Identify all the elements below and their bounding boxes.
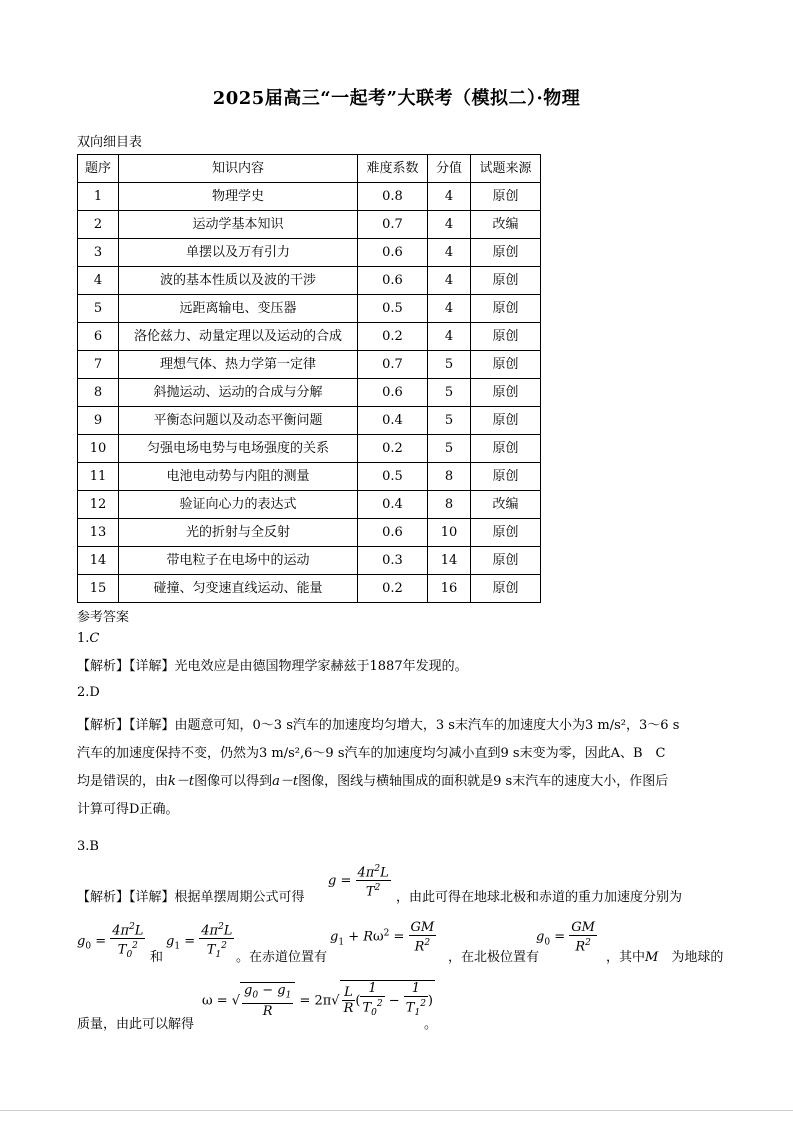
q2-math: a－t [272, 774, 299, 789]
table-cell: 5 [428, 407, 471, 435]
q2-text: 由题意可知， [174, 718, 253, 733]
table-row [78, 519, 541, 547]
q2-text: 汽车的加速度均匀增大， [292, 718, 436, 733]
header-cell: 难度系数 [358, 155, 428, 183]
table-cell: 6 [78, 323, 119, 351]
q3-pole-text: ，在北极位置有 [448, 950, 540, 965]
table-cell: 洛伦兹力、动量定理以及运动的合成 [119, 323, 358, 351]
q2-text: 均是错误的，由 [77, 774, 169, 789]
table-row [78, 323, 541, 351]
table-cell: 0.6 [358, 267, 428, 295]
table-cell: 0.7 [358, 351, 428, 379]
q2-text: 计算可得 [77, 802, 130, 817]
q3-text: 为地球的 [671, 950, 724, 965]
table-cell: 2 [78, 211, 119, 239]
table-cell: 10 [428, 519, 471, 547]
q1-explanation [77, 656, 727, 677]
q3-and: 和 [150, 950, 164, 965]
table-cell: 改编 [471, 211, 541, 239]
table-cell: 原创 [471, 295, 541, 323]
table-cell: 0.4 [358, 491, 428, 519]
q2-math: 3 m/s² [585, 718, 626, 733]
q2-math: 3～6 s [639, 718, 680, 733]
table-cell: 15 [78, 575, 119, 603]
q3-where [606, 947, 736, 968]
pole-formula: $g_0$ = $\frac{GM}{R^2}$ [536, 920, 595, 955]
header-cell: 试题来源 [471, 155, 541, 183]
q1-choice: C [89, 631, 100, 646]
q1-tag: 【解析】【详解】 [77, 659, 175, 674]
q3-tag: 【解析】【详解】 [77, 890, 175, 905]
table-cell: 0.5 [358, 295, 428, 323]
table-cell: 平衡态问题以及动态平衡问题 [119, 407, 358, 435]
table-cell: 波的基本性质以及波的干涉 [119, 267, 358, 295]
table-cell: 0.4 [358, 407, 428, 435]
table-cell: 11 [78, 463, 119, 491]
header-cell: 分值 [428, 155, 471, 183]
q3-equator-text: 。在赤道位置有 [236, 950, 328, 965]
table-cell: 原创 [471, 463, 541, 491]
table-cell: 4 [428, 267, 471, 295]
table-cell: 原创 [471, 407, 541, 435]
table-row [78, 435, 541, 463]
table-cell: 匀强电场电势与电场强度的关系 [119, 435, 358, 463]
table-cell: 0.7 [358, 211, 428, 239]
table-cell: 4 [78, 267, 119, 295]
table-cell: 物理学史 [119, 183, 358, 211]
q1-answer [77, 628, 727, 649]
q2-math: 9 s [500, 746, 520, 761]
table-cell: 1 [78, 183, 119, 211]
q2-text: 末汽车的速度大小，作图后 [512, 774, 669, 789]
q2-tag: 【解析】【详解】 [77, 718, 175, 733]
table-cell: 光的折射与全反射 [119, 519, 358, 547]
table-row [78, 379, 541, 407]
table-cell: 斜抛运动、运动的合成与分解 [119, 379, 358, 407]
table-row [78, 463, 541, 491]
table-cell: 原创 [471, 575, 541, 603]
table-cell: 原创 [471, 435, 541, 463]
table-cell: 10 [78, 435, 119, 463]
table-cell: 4 [428, 323, 471, 351]
table-cell: 远距离输电、变压器 [119, 295, 358, 323]
table-cell: 0.6 [358, 239, 428, 267]
table-cell: 电池电动势与内阻的测量 [119, 463, 358, 491]
table-cell: 0.5 [358, 463, 428, 491]
table-row [78, 575, 541, 603]
table-row [78, 491, 541, 519]
table-cell: 7 [78, 351, 119, 379]
table-cell: 8 [78, 379, 119, 407]
table-cell: 8 [428, 491, 471, 519]
g0-formula: $g_0$ = $\frac{4\pi^2L}{T_0^2}$ [77, 922, 144, 961]
q2-math: D [129, 802, 140, 817]
table-row [78, 407, 541, 435]
q2-text: 末变为零，因此A、B C [519, 746, 666, 761]
table-cell: 5 [428, 351, 471, 379]
table-cell: 0.6 [358, 379, 428, 407]
table-row [78, 239, 541, 267]
table-cell: 4 [428, 295, 471, 323]
table-cell: 理想气体、热力学第一定律 [119, 351, 358, 379]
table-cell: 0.3 [358, 547, 428, 575]
table-cell: 4 [428, 211, 471, 239]
table-cell: 带电粒子在电场中的运动 [119, 547, 358, 575]
table-cell: 9 [78, 407, 119, 435]
q2-math: 3 s [435, 718, 455, 733]
q2-answer: 2.D [77, 685, 100, 700]
table-cell: 0.2 [358, 575, 428, 603]
q3-text: 根据单摆周期公式可得 [174, 890, 305, 905]
table-cell: 5 [428, 379, 471, 407]
table-cell: 12 [78, 491, 119, 519]
q1-text: 光电效应是由德国物理学家赫兹于1887年发现的。 [174, 659, 468, 674]
q2-text: 末汽车的加速度大小为 [454, 718, 585, 733]
page-bottom-rule [0, 1110, 793, 1111]
table-cell: 5 [78, 295, 119, 323]
q3-answer: 3.B [77, 839, 99, 854]
equator-formula: $g_1 + R\omega^2$ = $\frac{GM}{R^2}$ [330, 920, 435, 955]
table-cell: 单摆以及万有引力 [119, 239, 358, 267]
table-cell: 碰撞、匀变速直线运动、能量 [119, 575, 358, 603]
table-cell: 验证向心力的表达式 [119, 491, 358, 519]
table-cell: 0.6 [358, 519, 428, 547]
table-cell: 8 [428, 463, 471, 491]
pendulum-formula: g = $\frac{4\pi^2L}{T^2}$ [328, 864, 389, 900]
q3-text-cont: ，由此可得在地球北极和赤道的重力加速度分别为 [396, 890, 683, 905]
q2-math: k－t [168, 774, 195, 789]
q2-math: 9 s [493, 774, 513, 789]
spec-table [77, 154, 541, 603]
table-cell: 0.8 [358, 183, 428, 211]
q3-math: M [645, 950, 659, 965]
table-cell: 4 [428, 239, 471, 267]
table-row [78, 183, 541, 211]
q2-text: 正确。 [139, 802, 179, 817]
header-cell: 知识内容 [119, 155, 358, 183]
q2-math: 3 m/s²,6～9 s [259, 746, 345, 761]
omega-formula: ω = √ $\frac{g_0 - g_1}{R}$ = 2π√ $\frac{L}{R}$ ( $\frac{1}{T_0^2}$ − $\frac{1}{T_1^2}$ ) [202, 981, 433, 1020]
table-row [78, 267, 541, 295]
table-caption: 双向细目表 [77, 135, 143, 150]
q3-solve-text: 质量，由此可以解得 [77, 1017, 195, 1032]
table-cell: 原创 [471, 183, 541, 211]
q3-text: ，其中 [606, 950, 646, 965]
table-cell: 原创 [471, 379, 541, 407]
q2-math: 0～3 s [252, 718, 293, 733]
q2-explanation [77, 712, 737, 824]
table-cell: 运动学基本知识 [119, 211, 358, 239]
table-cell: 5 [428, 435, 471, 463]
q3-end: 。 [424, 1017, 438, 1032]
table-cell: 0.2 [358, 435, 428, 463]
table-cell: 13 [78, 519, 119, 547]
header-cell: 题序 [78, 155, 119, 183]
q2-text: 图像可以得到 [194, 774, 273, 789]
g1-formula: $g_1$ = $\frac{4\pi^2L}{T_1^2}$ [166, 922, 233, 961]
table-cell: 原创 [471, 547, 541, 575]
table-cell: 16 [428, 575, 471, 603]
q2-text: 图像，图线与横轴围成的面积就是 [298, 774, 494, 789]
table-row [78, 211, 541, 239]
table-row [78, 295, 541, 323]
table-cell: 0.2 [358, 323, 428, 351]
answers-heading: 参考答案 [77, 610, 130, 625]
table-cell: 原创 [471, 519, 541, 547]
table-cell: 原创 [471, 239, 541, 267]
table-cell: 原创 [471, 267, 541, 295]
q2-text: 汽车的加速度保持不变，仍然为 [77, 746, 260, 761]
table-cell: 4 [428, 183, 471, 211]
page-title: 2025届高三“一起考”大联考（模拟二）·物理 [212, 88, 581, 109]
table-row [78, 351, 541, 379]
q1-number: 1. [77, 631, 90, 646]
table-cell: 原创 [471, 351, 541, 379]
table-cell: 改编 [471, 491, 541, 519]
table-cell: 3 [78, 239, 119, 267]
table-row [78, 547, 541, 575]
q2-text: ， [626, 718, 640, 733]
table-cell: 14 [428, 547, 471, 575]
table-header-row [78, 155, 541, 183]
table-cell: 14 [78, 547, 119, 575]
q2-text: 汽车的加速度均匀减小直到 [344, 746, 501, 761]
table-cell: 原创 [471, 323, 541, 351]
